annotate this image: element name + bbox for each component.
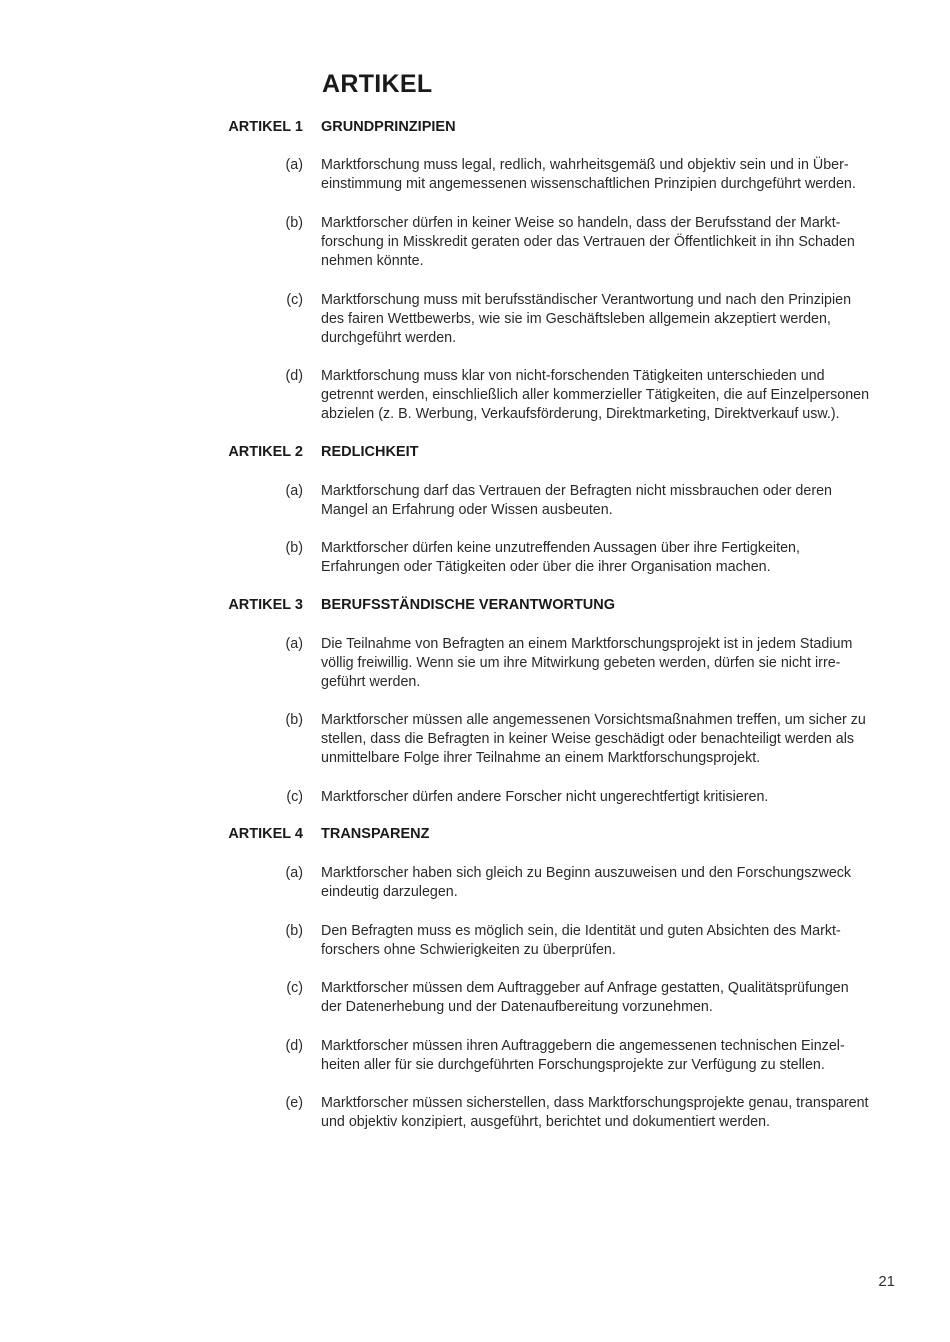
clause-letter: (e) xyxy=(285,1095,303,1111)
clause-line: nehmen könnte. xyxy=(321,253,424,270)
article-number: ARTIKEL 4 xyxy=(228,826,303,842)
clause-line: Marktforscher dürfen keine unzutreffenden Aussagen über ihre Fertigkeiten, xyxy=(321,540,800,556)
clause-letter: (c) xyxy=(286,980,303,996)
clause-line: völlig freiwillig. Wenn sie um ihre Mitwirkung gebeten werden, dürfen sie nicht irre- xyxy=(321,655,841,672)
article-number: ARTIKEL 2 xyxy=(228,444,303,460)
clause-text xyxy=(321,1037,881,1075)
article-title: TRANSPARENZ xyxy=(321,826,430,842)
article-heading xyxy=(0,597,950,617)
clause-letter: (b) xyxy=(285,923,303,939)
article-heading xyxy=(0,826,950,846)
clause-line: Marktforscher müssen sicherstellen, dass Marktforschungsprojekte genau, transparent xyxy=(321,1095,869,1111)
clause-text xyxy=(321,864,881,902)
clause-line: heiten aller für sie durchgeführten Forschungsprojekte zur Verfügung zu stellen. xyxy=(321,1057,825,1074)
clause-line: getrennt werden, einschließlich aller kommerzieller Tätigkeiten, die auf Einzelpersonen xyxy=(321,387,870,404)
clause-line: Den Befragten muss es möglich sein, die Identität und guten Absichten des Markt- xyxy=(321,923,841,939)
article-title: REDLICHKEIT xyxy=(321,444,419,460)
clause-text xyxy=(321,711,881,769)
clause-line: forschung in Misskredit geraten oder das Vertrauen der Öffentlichkeit in ihn Schaden xyxy=(321,234,855,251)
clause-line: Marktforscher dürfen in keiner Weise so handeln, dass der Berufsstand der Markt- xyxy=(321,215,841,231)
clause-letter: (a) xyxy=(285,636,303,652)
clause-line: durchgeführt werden. xyxy=(321,330,457,347)
clause-line: Marktforschung muss mit berufsständischer Verantwortung und nach den Prinzipien xyxy=(321,292,852,308)
article-title: BERUFSSTÄNDISCHE VERANTWORTUNG xyxy=(321,597,616,613)
clause-text xyxy=(321,367,881,425)
clause-text xyxy=(321,539,881,577)
page-title: ARTIKEL xyxy=(322,70,433,98)
clause-line: Mangel an Erfahrung oder Wissen ausbeuten. xyxy=(321,502,613,519)
clause-line: Marktforscher müssen ihren Auftraggebern die angemessenen technischen Einzel- xyxy=(321,1038,845,1054)
clause-text xyxy=(321,482,881,520)
clause-line: Die Teilnahme von Befragten an einem Marktforschungsprojekt ist in jedem Stadium xyxy=(321,636,853,652)
clause-line: Marktforscher müssen alle angemessenen Vorsichtsmaßnahmen treffen, um sicher zu xyxy=(321,712,866,728)
clause-text xyxy=(321,979,881,1017)
clause-letter: (b) xyxy=(285,712,303,728)
clause-line: der Datenerhebung und der Datenaufbereitung vorzunehmen. xyxy=(321,999,713,1016)
clause-letter: (d) xyxy=(285,368,303,384)
clause-text xyxy=(321,291,881,349)
clause-line: forschers ohne Schwierigkeiten zu überprüfen. xyxy=(321,942,616,959)
clause-line: und objektiv konzipiert, ausgeführt, berichtet und dokumentiert werden. xyxy=(321,1114,771,1131)
page-number: 21 xyxy=(878,1273,895,1290)
article-heading xyxy=(0,444,950,464)
clause-line: einstimmung mit angemessenen wissenschaftlichen Prinzipien durchgeführt werden. xyxy=(321,176,856,193)
clause-text xyxy=(321,214,881,272)
clause-line: Marktforscher müssen dem Auftraggeber auf Anfrage gestatten, Qualitätsprüfungen xyxy=(321,980,849,996)
clause-line: Marktforschung muss legal, redlich, wahrheitsgemäß und objektiv sein und in Über- xyxy=(321,157,849,173)
clause-text xyxy=(321,788,881,807)
clause-line: Erfahrungen oder Tätigkeiten oder über die ihrer Organisation machen. xyxy=(321,559,771,576)
clause-line: Marktforscher dürfen andere Forscher nicht ungerechtfertigt kritisieren. xyxy=(321,789,769,805)
clause-line: eindeutig darzulegen. xyxy=(321,884,458,901)
clause-line: des fairen Wettbewerbs, wie sie im Geschäftsleben allgemein akzeptiert werden, xyxy=(321,311,831,328)
article-heading xyxy=(0,119,950,139)
clause-text xyxy=(321,1094,881,1132)
clause-line: stellen, dass die Befragten in keiner Weise geschädigt oder benachteiligt werden als xyxy=(321,731,855,748)
clause-letter: (d) xyxy=(285,1038,303,1054)
clause-letter: (a) xyxy=(285,865,303,881)
clause-line: Marktforscher haben sich gleich zu Beginn auszuweisen und den Forschungszweck xyxy=(321,865,852,881)
clause-letter: (a) xyxy=(285,483,303,499)
clause-letter: (b) xyxy=(285,215,303,231)
article-number: ARTIKEL 1 xyxy=(228,119,303,135)
clause-line: Marktforschung muss klar von nicht-forschenden Tätigkeiten unterschieden und xyxy=(321,368,825,384)
clause-line: unmittelbare Folge ihrer Teilnahme an einem Marktforschungsprojekt. xyxy=(321,750,761,767)
clause-letter: (c) xyxy=(286,292,303,308)
clause-text xyxy=(321,635,881,693)
clause-text xyxy=(321,156,881,194)
clause-letter: (a) xyxy=(285,157,303,173)
article-number: ARTIKEL 3 xyxy=(228,597,303,613)
clause-line: abzielen (z. B. Werbung, Verkaufsförderung, Direktmarketing, Direktverkauf usw.). xyxy=(321,406,840,423)
clause-line: geführt werden. xyxy=(321,674,421,691)
clause-line: Marktforschung darf das Vertrauen der Befragten nicht missbrauchen oder deren xyxy=(321,483,833,499)
article-title: GRUNDPRINZIPIEN xyxy=(321,119,456,135)
clause-text xyxy=(321,922,881,960)
clause-letter: (c) xyxy=(286,789,303,805)
clause-letter: (b) xyxy=(285,540,303,556)
